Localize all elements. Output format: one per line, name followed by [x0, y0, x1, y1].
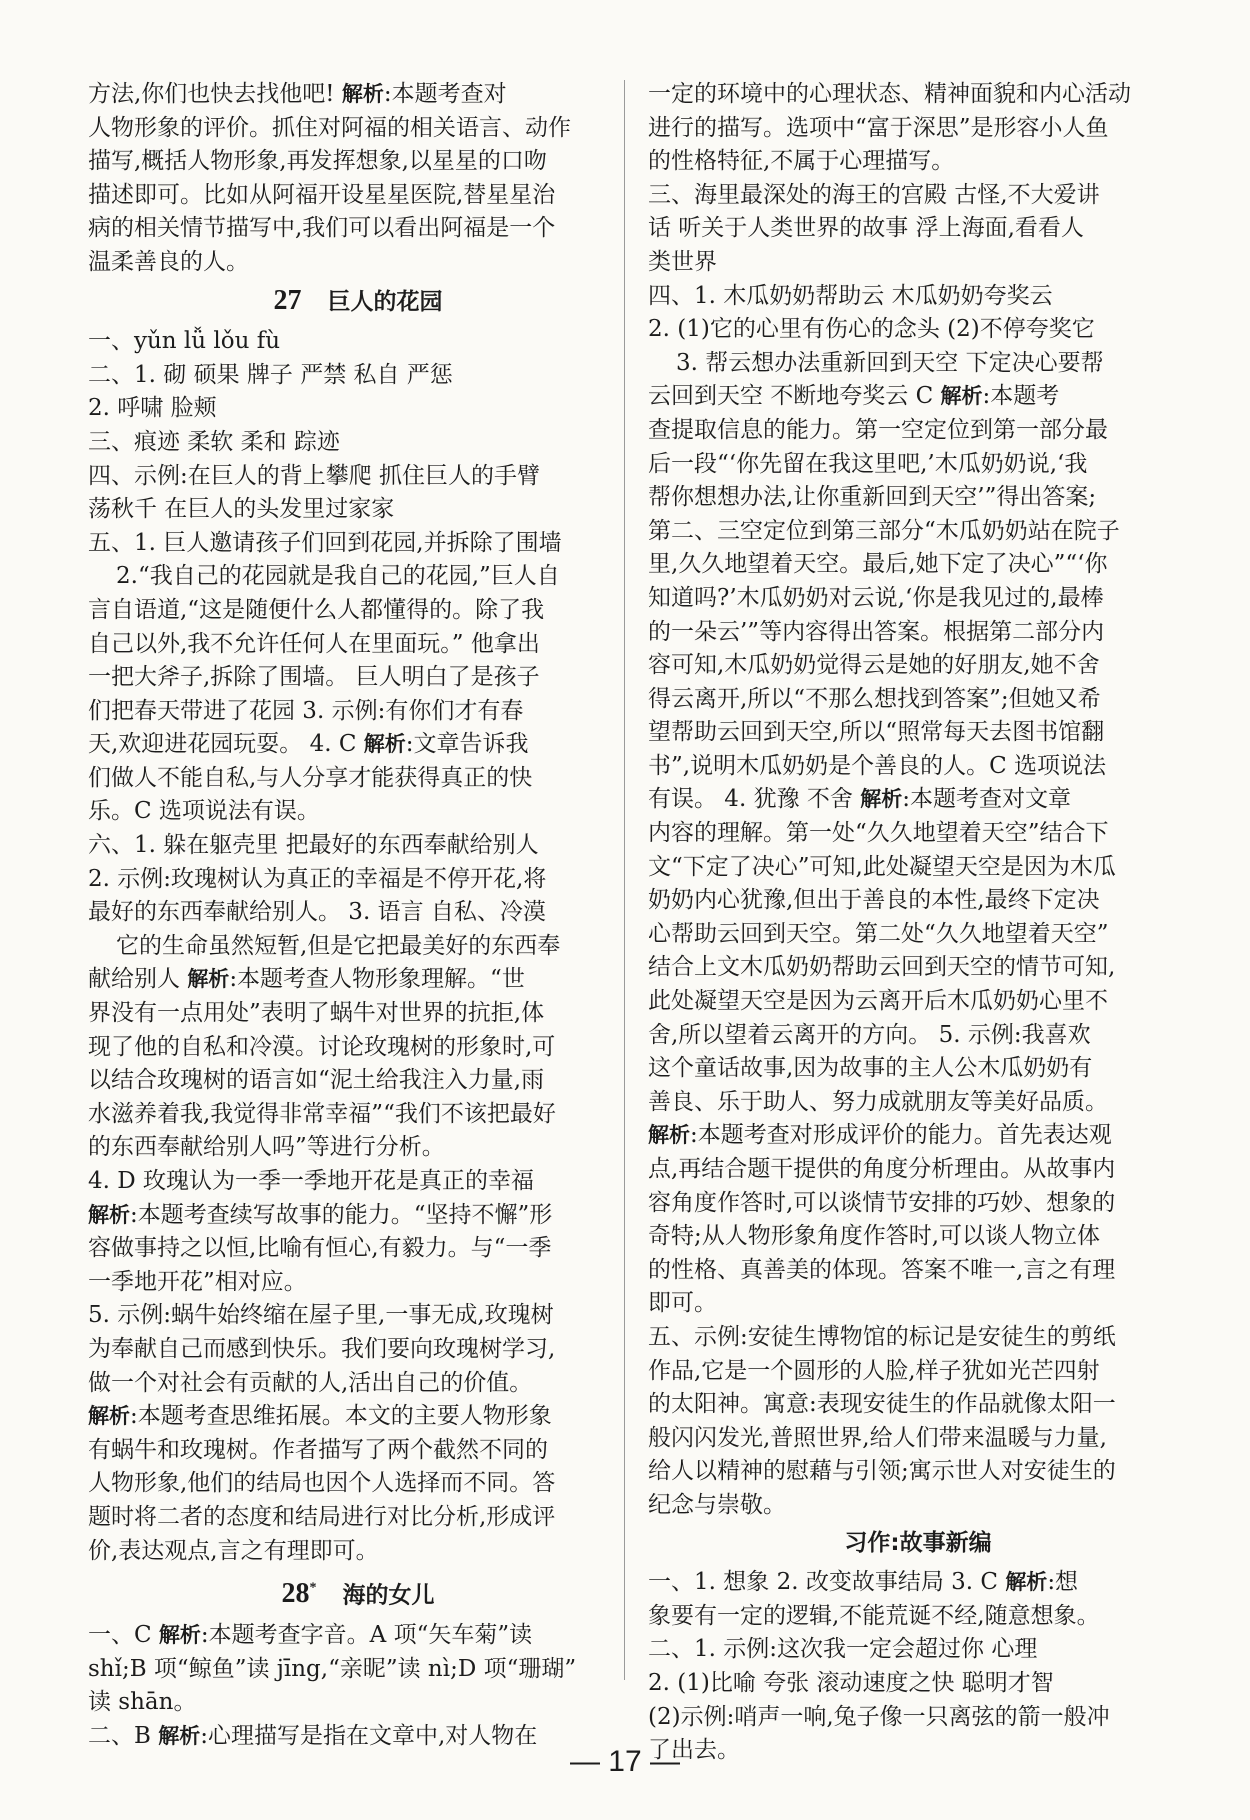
text-line	[648, 1321, 1188, 1355]
line-text: 容做事持之以恒,比喻有恒心,有毅力。与“一季	[88, 1235, 552, 1262]
line-text: 它的生命虽然短暂,但是它把最美好的东西奉	[116, 932, 561, 959]
text-line	[648, 1254, 1188, 1288]
line-text: 人物形象的评价。抓住对阿福的相关语言、动作	[88, 114, 571, 141]
line-text: 四、示例:在巨人的背上攀爬 抓住巨人的手臂	[88, 462, 541, 489]
text-line	[88, 795, 628, 829]
text-line	[88, 728, 628, 762]
line-text: 描写,概括人物形象,再发挥想象,以星星的口吻	[88, 148, 547, 175]
line-text-rest: :本题考查对文章	[902, 786, 1071, 813]
text-line	[648, 112, 1188, 146]
line-text: 一、yǔn lǚ lǒu fù	[88, 328, 281, 355]
text-line	[88, 426, 628, 460]
text-line	[88, 145, 628, 179]
analysis-label: 解析	[158, 1623, 201, 1648]
text-line	[648, 817, 1188, 851]
line-text: 作品,它是一个圆形的人脸,样子犹如光芒四射	[648, 1357, 1100, 1384]
line-text: 给人以精神的慰藉与引领;寓示世人对安徒生的	[648, 1458, 1116, 1485]
text-line	[648, 246, 1188, 280]
text-line	[648, 1119, 1188, 1153]
line-text: 三、痕迹 柔软 柔和 踪迹	[88, 428, 340, 455]
text-line	[648, 750, 1188, 784]
line-text: 纪念与崇敬。	[648, 1491, 786, 1518]
line-text: 点,再结合题干提供的角度分析理由。从故事内	[648, 1156, 1116, 1182]
text-line	[88, 1031, 628, 1065]
line-text: 的性格特征,不属于心理描写。	[648, 148, 955, 175]
answer-block-28	[88, 1619, 628, 1753]
line-text: 奇特;从人物形象角度作答时,可以谈人物立体	[648, 1223, 1101, 1250]
text-line	[88, 594, 628, 628]
line-text: 乐。C 选项说法有误。	[88, 798, 320, 825]
text-line	[648, 380, 1188, 414]
line-text: 言自语道,“这是随便什么人都懂得的。除了我	[88, 596, 545, 623]
text-line	[648, 1388, 1188, 1422]
line-text: 们把春天带进了花园 3. 示例:有你们才有春	[88, 697, 524, 724]
line-text: 容角度作答时,可以谈情节安排的巧妙、想象的	[648, 1189, 1116, 1216]
line-text: 一定的环境中的心理状态、精神面貌和内心活动	[648, 81, 1131, 107]
section-heading-27	[88, 284, 628, 320]
text-line	[88, 560, 628, 594]
text-line	[648, 783, 1188, 817]
line-text: 最好的东西奉献给别人。 3. 语言 自私、冷漠	[88, 899, 546, 926]
text-line	[88, 78, 628, 112]
text-line	[88, 1400, 628, 1434]
line-text-rest: :想	[1047, 1569, 1079, 1596]
answer-block-27	[88, 325, 628, 1568]
text-line	[648, 448, 1188, 482]
text-line	[88, 1266, 628, 1300]
text-line	[88, 1653, 628, 1687]
line-text: 5. 示例:蜗牛始终缩在屋子里,一事无成,玫瑰树	[88, 1302, 554, 1329]
text-line	[648, 280, 1188, 314]
line-text: 二、B	[88, 1722, 159, 1749]
line-text: 即可。	[648, 1290, 717, 1317]
text-line	[88, 212, 628, 246]
text-line	[88, 829, 628, 863]
text-line	[648, 145, 1188, 179]
line-text: 象要有一定的逻辑,不能荒诞不经,随意想象。	[648, 1602, 1100, 1629]
text-line	[88, 1064, 628, 1098]
line-text: 一、1. 想象 2. 改变故事结局 3. C	[648, 1569, 1006, 1596]
line-text: 一、C	[88, 1622, 159, 1649]
page-number: — 17 —	[569, 1745, 681, 1778]
text-line	[648, 1220, 1188, 1254]
line-text: 水滋养着我,我觉得非常幸福”“我们不该把最好	[88, 1100, 556, 1127]
line-text: 了出去。	[648, 1737, 740, 1764]
text-line	[648, 1287, 1188, 1321]
text-line	[648, 918, 1188, 952]
line-text: 荡秋千 在巨人的头发里过家家	[88, 496, 395, 523]
text-line	[88, 112, 628, 146]
text-line	[648, 1052, 1188, 1086]
line-text-rest: :本题考查续写故事的能力。“坚持不懈”形	[130, 1201, 553, 1228]
line-text: 2. (1)比喻 夸张 滚动速度之快 聪明才智	[648, 1669, 1054, 1696]
line-text-rest: :本题考查人物形象理解。“世	[229, 966, 525, 993]
line-text: 的太阳神。寓意:表现安徒生的作品就像太阳一	[648, 1391, 1116, 1418]
analysis-label: 解析	[363, 732, 406, 757]
text-line	[88, 1199, 628, 1233]
line-text: 有蜗牛和玫瑰树。作者描写了两个截然不同的	[88, 1436, 548, 1463]
text-line	[88, 325, 628, 359]
line-text: 天,欢迎进花园玩耍。 4. C	[88, 731, 364, 758]
analysis-label: 解析	[158, 1723, 201, 1748]
line-text: 为奉献自己而感到快乐。我们要向玫瑰树学习,	[88, 1335, 556, 1362]
analysis-label: 解析	[940, 384, 983, 409]
line-text-rest: :本题考查思维拓展。本文的主要人物形象	[130, 1403, 552, 1430]
line-text: 知道吗?’木瓜奶奶对云说,‘你是我见过的,最棒	[648, 584, 1104, 611]
line-text: 后一段“‘你先留在我这里吧,’木瓜奶奶说,‘我	[648, 450, 1088, 477]
text-line	[648, 616, 1188, 650]
line-text: 二、1. 砌 硕果 牌子 严禁 私自 严惩	[88, 361, 453, 388]
line-text: 云回到天空 不断地夸奖云 C	[648, 383, 941, 410]
line-text: 的一朵云’”等内容得出答案。根据第二部分内	[648, 618, 1105, 645]
line-text: 三、海里最深处的海王的宫殿 古怪,不大爱讲	[648, 181, 1100, 208]
line-text: 方法,你们也快去找他吧!	[88, 81, 342, 107]
text-line	[88, 1434, 628, 1468]
text-line	[88, 997, 628, 1031]
line-text: 话 听关于人类世界的故事 浮上海面,看看人	[648, 215, 1084, 242]
line-text: 书”,说明木瓜奶奶是个善良的人。C 选项说法	[648, 752, 1106, 779]
line-text: 们做人不能自私,与人分享才能获得真正的快	[88, 764, 533, 791]
line-text: 里,久久地望着天空。最后,她下定了决心”“‘你	[648, 551, 1108, 578]
lesson-number: 27	[273, 284, 302, 316]
text-line	[648, 347, 1188, 381]
line-text: 帮你想想办法,让你重新回到天空’”得出答案;	[648, 484, 1097, 511]
text-line	[88, 246, 628, 280]
line-text: 读 shān。	[88, 1689, 197, 1716]
text-line	[648, 851, 1188, 885]
line-text: 温柔善良的人。	[88, 248, 249, 275]
text-line	[648, 515, 1188, 549]
text-line	[88, 1333, 628, 1367]
line-text: 2. (1)它的心里有伤心的念头 (2)不停夸奖它	[648, 316, 1095, 343]
text-line	[648, 1489, 1188, 1523]
text-line	[648, 985, 1188, 1019]
line-text: shǐ;B 项“鲸鱼”读 jīng,“亲昵”读 nì;D 项“珊瑚”	[88, 1655, 577, 1682]
line-text: 类世界	[648, 248, 717, 275]
section-heading-28	[88, 1572, 628, 1613]
line-text: 价,表达观点,言之有理即可。	[88, 1537, 379, 1564]
text-line	[88, 762, 628, 796]
analysis-label: 解析	[88, 1404, 130, 1429]
text-line	[648, 548, 1188, 582]
line-text: 2.“我自己的花园就是我自己的花园,”巨人自	[116, 563, 560, 590]
line-text: 4. D 玫瑰认为一季一季地开花是真正的幸福	[88, 1168, 535, 1194]
analysis-label: 解析	[860, 787, 903, 812]
text-line	[648, 649, 1188, 683]
analysis-label: 解析	[187, 967, 230, 992]
line-text: 般闪闪发光,普照世界,给人们带来温暖与力量,	[648, 1424, 1107, 1451]
text-line	[648, 582, 1188, 616]
lesson-title: 巨人的花园	[327, 288, 443, 315]
text-line	[648, 884, 1188, 918]
line-text: 得云离开,所以“不那么想找到答案”;但她又希	[648, 685, 1101, 712]
text-line	[88, 1131, 628, 1165]
line-text: 献给别人	[88, 966, 188, 993]
line-text: 一把大斧子,拆除了围墙。 巨人明白了是孩子	[88, 664, 540, 691]
line-text: 第二、三空定位到第三部分“木瓜奶奶站在院子	[648, 517, 1120, 544]
text-line	[648, 481, 1188, 515]
text-line	[648, 313, 1188, 347]
line-text: 人物形象,他们的结局也因个人选择而不同。答	[88, 1470, 556, 1497]
line-text: 2. 示例:玫瑰树认为真正的幸福是不停开花,将	[88, 865, 547, 892]
text-line	[648, 1019, 1188, 1053]
line-text: 有误。 4. 犹豫 不舍	[648, 786, 861, 813]
answer-block-writing	[648, 1566, 1188, 1768]
text-line	[648, 212, 1188, 246]
text-line	[88, 1299, 628, 1333]
line-text: 容可知,木瓜奶奶觉得云是她的好朋友,她不舍	[648, 652, 1100, 679]
line-text: 题时将二者的态度和结局进行对比分析,形成评	[88, 1503, 556, 1530]
line-text: 的性格、真善美的体现。答案不唯一,言之有理	[648, 1256, 1116, 1283]
text-line	[88, 493, 628, 527]
line-text: 2. 呼啸 脸颊	[88, 395, 217, 422]
text-line	[648, 951, 1188, 985]
line-text-rest: :本题考	[982, 383, 1060, 410]
text-line	[88, 1232, 628, 1266]
answer-block-28-cont	[648, 78, 1188, 1523]
text-line	[88, 661, 628, 695]
answer-block-26-end	[88, 78, 628, 280]
right-column	[648, 78, 1188, 1768]
text-line	[88, 179, 628, 213]
analysis-label: 解析	[88, 1202, 130, 1227]
line-text: 一季地开花”相对应。	[88, 1268, 307, 1295]
line-text-rest: :本题考查对	[383, 81, 507, 107]
text-line	[88, 695, 628, 729]
line-text-rest: :本题考查字音。A 项“矢车菊”读	[200, 1622, 533, 1649]
text-line	[88, 392, 628, 426]
text-line	[648, 1667, 1188, 1701]
line-text: 这个童话故事,因为故事的主人公木瓜奶奶有	[648, 1055, 1093, 1082]
text-line	[648, 414, 1188, 448]
text-line	[88, 930, 628, 964]
text-line	[648, 1701, 1188, 1735]
text-line	[648, 179, 1188, 213]
section-heading-writing	[648, 1527, 1188, 1561]
analysis-label: 解析	[1005, 1570, 1048, 1595]
text-line	[648, 1600, 1188, 1634]
text-line	[648, 1422, 1188, 1456]
text-line	[648, 1455, 1188, 1489]
line-text: 界没有一点用处”表明了蜗牛对世界的抗拒,体	[88, 1000, 545, 1027]
lesson-title: 海的女儿	[342, 1582, 435, 1609]
line-text: 奶奶内心犹豫,但出于善良的本性,最终下定决	[648, 887, 1100, 914]
text-line	[648, 78, 1188, 112]
writing-title: 习作:故事新编	[844, 1529, 992, 1556]
text-line	[88, 1686, 628, 1720]
analysis-label: 解析	[341, 82, 384, 106]
line-text: 此处凝望天空是因为云离开后木瓜奶奶心里不	[648, 988, 1108, 1015]
line-text: 3. 帮云想办法重新回到天空 下定决心要帮	[676, 349, 1104, 376]
line-text: 善良、乐于助人、努力成就朋友等美好品质。	[648, 1088, 1108, 1115]
line-text: 六、1. 躲在躯壳里 把最好的东西奉献给别人	[88, 832, 539, 859]
text-line	[88, 1619, 628, 1653]
text-line	[88, 863, 628, 897]
text-line	[88, 1098, 628, 1132]
text-line	[88, 1367, 628, 1401]
text-line	[648, 1086, 1188, 1120]
text-line	[648, 1633, 1188, 1667]
text-line	[88, 460, 628, 494]
text-line	[88, 628, 628, 662]
text-line	[648, 1187, 1188, 1221]
line-text-rest: :本题考查对形成评价的能力。首先表达观	[690, 1122, 1112, 1149]
text-line	[88, 896, 628, 930]
line-text: 查提取信息的能力。第一空定位到第一部分最	[648, 416, 1108, 443]
line-text: 以结合玫瑰树的语言如“泥土给我注入力量,雨	[88, 1067, 545, 1094]
line-text: 结合上文木瓜奶奶帮助云回到天空的情节可知,	[648, 954, 1116, 981]
line-text: (2)示例:哨声一响,兔子像一只离弦的箭一般冲	[648, 1703, 1110, 1730]
text-line	[88, 1467, 628, 1501]
line-text: 描述即可。比如从阿福开设星星医院,替星星治	[88, 181, 556, 208]
text-line	[88, 1535, 628, 1569]
text-line	[88, 963, 628, 997]
line-text: 望帮助云回到天空,所以“照常每天去图书馆翻	[648, 719, 1105, 746]
text-line	[648, 1153, 1188, 1187]
line-text: 二、1. 示例:这次我一定会超过你 心理	[648, 1636, 1038, 1663]
line-text: 五、1. 巨人邀请孩子们回到花园,并拆除了围墙	[88, 529, 562, 556]
line-text: 文“下定了决心”可知,此处凝望天空是因为木瓜	[648, 853, 1116, 880]
left-column	[88, 78, 628, 1753]
line-text: 做一个对社会有贡献的人,活出自己的价值。	[88, 1369, 533, 1396]
analysis-label: 解析	[648, 1123, 690, 1148]
text-line	[648, 1355, 1188, 1389]
text-line	[648, 683, 1188, 717]
text-line	[88, 527, 628, 561]
line-text: 自己以外,我不允许任何人在里面玩。” 他拿出	[88, 630, 540, 657]
line-text: 五、示例:安徒生博物馆的标记是安徒生的剪纸	[648, 1323, 1116, 1350]
text-line	[88, 1501, 628, 1535]
line-text: 现了他的自私和冷漠。讨论玫瑰树的形象时,可	[88, 1033, 556, 1060]
text-line	[648, 1566, 1188, 1600]
line-text: 内容的理解。第一处“久久地望着天空”结合下	[648, 820, 1109, 847]
line-text: 四、1. 木瓜奶奶帮助云 木瓜奶奶夸奖云	[648, 282, 1053, 309]
text-line	[648, 716, 1188, 750]
line-text: 心帮助云回到天空。第二处“久久地望着天空”	[648, 920, 1109, 947]
line-text: 的东西奉献给别人吗”等进行分析。	[88, 1134, 445, 1161]
text-line	[88, 359, 628, 393]
line-text: 舍,所以望着云离开的方向。 5. 示例:我喜欢	[648, 1021, 1091, 1048]
line-text-rest: :心理描写是指在文章中,对人物在	[200, 1722, 538, 1749]
line-text: 进行的描写。选项中“富于深思”是形容小人鱼	[648, 114, 1109, 141]
line-text: 病的相关情节描写中,我们可以看出阿福是一个	[88, 215, 556, 242]
lesson-number: 28*	[281, 1578, 317, 1610]
line-text-rest: :文章告诉我	[405, 731, 529, 758]
text-line	[88, 1165, 628, 1199]
